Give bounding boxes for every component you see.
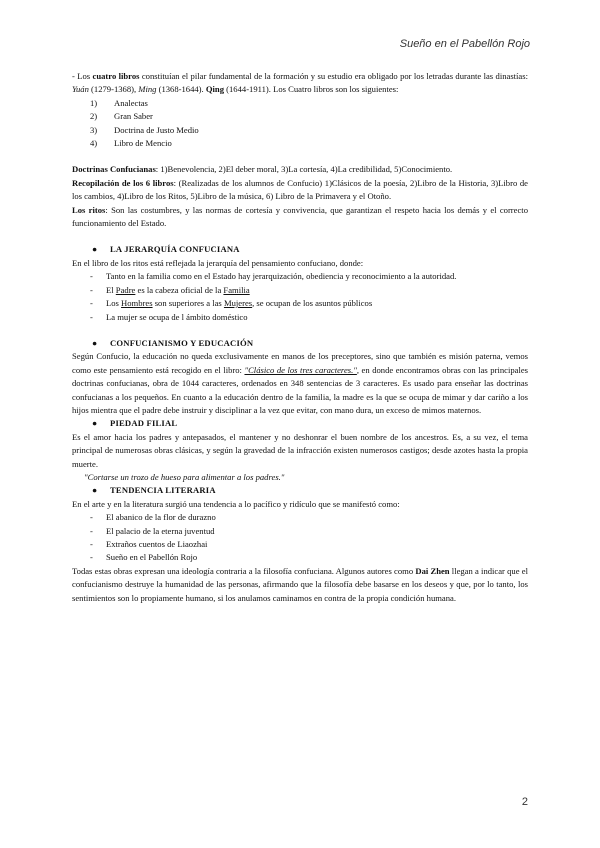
ritos-paragraph: Los ritos: Son las costumbres, y las normas de cortesía y convivencia, que garantizan el respeto hacia los demás y el correcto funcionamiento del Estado. [72, 204, 528, 229]
list-item: - El abanico de la flor de durazno [90, 512, 216, 523]
list-item: - La mujer se ocupa de l ámbito doméstico [90, 311, 248, 322]
intro-paragraph: - Los cuatro libros constituían el pilar fundamental de la formación y su estudio era obligado por los letradas durante las dinastías: Yuán (1279-1368), Ming (1368-1644). Qing (1644-1911). Los Cuatro libros son los siguientes: [72, 71, 528, 95]
section-heading-jerarquia: ● LA JERARQUÍA CONFUCIANA [72, 243, 528, 256]
jerarquia-list [72, 270, 528, 324]
list-item: 1) Analectas [90, 97, 148, 108]
bullet-icon: ● [92, 337, 98, 348]
doctrinas-paragraph: Doctrinas Confucianas: 1)Benevolencia, 2)El deber moral, 3)La cortesía, 4)La credibilidad, 5)Conocimiento. [72, 164, 453, 175]
page-number: 2 [521, 796, 528, 808]
recopilacion-paragraph: Recopilación de los 6 libros: (Realizadas de los alumnos de Confucio) 1)Clásicos de la poesía, 2)Libro de la Historia, 3)Libro de los cambios, 4)Libro de los Ritos, 5)Libro de la música, 6) Libro de la Primavera y el Otoño. [72, 177, 528, 202]
bullet-icon: ● [92, 485, 98, 496]
list-item: - Los Hombres son superiores a las Mujeres, se ocupan de los asuntos públicos [90, 298, 373, 309]
tendencia-intro: En el arte y en la literatura surgió una tendencia a lo pacífico y ridículo que se manifestó como: [72, 498, 400, 509]
page-content [72, 70, 528, 605]
list-item: 2) Gran Saber [90, 111, 153, 122]
running-header: Sueño en el Pabellón Rojo [399, 38, 530, 50]
jerarquia-intro: En el libro de los ritos está reflejada la jerarquía del pensamiento confuciano, donde: [72, 257, 364, 268]
list-item: - Sueño en el Pabellón Rojo [90, 552, 198, 563]
books-list [72, 97, 528, 151]
piedad-paragraph: Es el amor hacia los padres y antepasados, el mantener y no deshonrar el buen nombre de los ancestros. Es, a su vez, el tema principal de numerosas obras clásicas, y según la gravedad de la infracción existen numerosos castigos; desde azotes hasta la propia muerte. [72, 431, 528, 469]
tendencia-closing: Todas estas obras expresan una ideología contraria a la filosofía confuciana. Algunos autores como Dai Zhen llegan a indicar que el confucianismo destruye la humanidad de las personas, afirmando que la filosofía debe basarse en los deseos y que, por lo tanto, los sentimientos son lo propiamente humano, si los anulamos caminamos en contra de la propia condición humana. [72, 565, 528, 603]
list-item: 3) Doctrina de Justo Medio [90, 124, 199, 135]
list-item: - Tanto en la familia como en el Estado hay jerarquización, obediencia y reconocimiento a la autoridad. [90, 271, 457, 282]
list-item: - Extraños cuentos de Liaozhai [90, 539, 208, 549]
list-item: - El Padre es la cabeza oficial de la Familia [90, 284, 250, 295]
section-heading-confucianismo: ● CONFUCIANISMO Y EDUCACIÓN [72, 337, 528, 350]
bullet-icon: ● [92, 244, 98, 255]
section-heading-tendencia: ● TENDENCIA LITERARIA [72, 484, 528, 497]
list-item: - El palacio de la eterna juventud [90, 525, 215, 536]
piedad-quote: "Cortarse un trozo de hueso para alimentar a los padres." [84, 471, 285, 482]
section-heading-piedad: ● PIEDAD FILIAL [72, 417, 528, 430]
list-item: 4) Libro de Mencio [90, 138, 172, 149]
bullet-icon: ● [92, 418, 98, 429]
works-list [72, 511, 528, 565]
confucianismo-paragraph: Según Confucio, la educación no queda exclusivamente en manos de los preceptores, sino que también es misión paterna, vemos como este pensamiento está recogido en el libro: "Clásico de los tres caracteres.", en donde encontramos obras con las principales doctrinas confucianas, obra de 1044 caracteres, ordenados en 348 sentencias de 3 caracteres. Es usado para enseñar las doctrinas confucianas a los pequeños. En cuanto a la educación dentro de la familia, la madre es la que se ocupa de mimar y dar cariño a los hijos mientra que el padre debe instruir y disciplinar a la vez que evitar, con mano dura, un exceso de mimos maternos. [72, 351, 529, 415]
